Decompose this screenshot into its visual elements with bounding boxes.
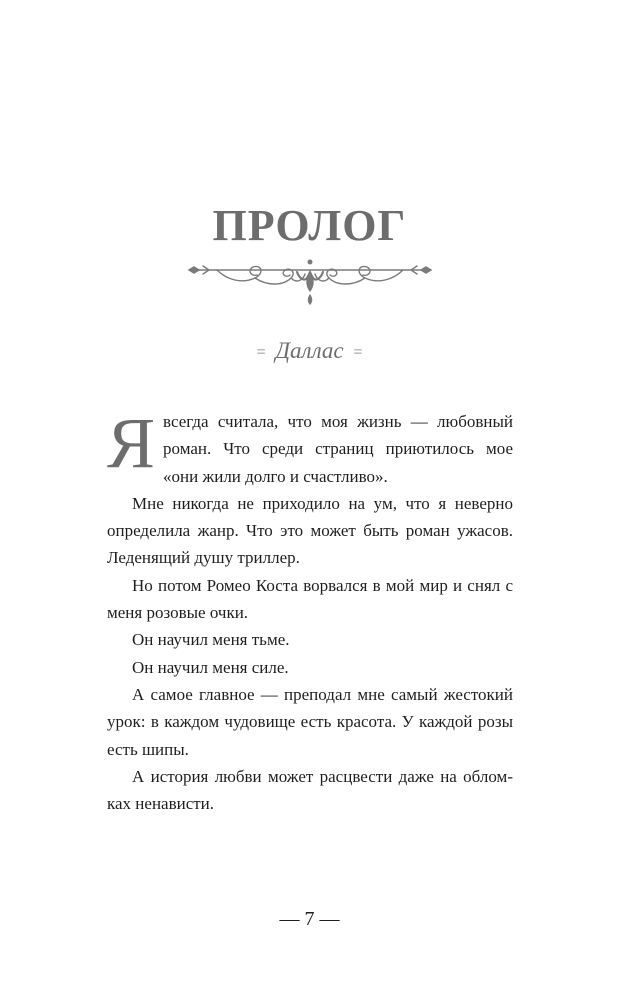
paragraph-text: всегда считала, что моя жизнь — любовный роман. Что среди страниц приютилось мое «они жили долго и счастливо».: [163, 412, 513, 486]
page-number: — 7 —: [279, 908, 340, 930]
paragraph: А самое главное — преподал мне самый жестокий урок: в каждом чудовище есть красота. У каждой розы есть шипы.: [107, 684, 513, 759]
scroll-flourish-divider-icon: [187, 258, 433, 308]
paragraph: А история любви может расцвести даже на обломках ненависти.: [107, 766, 513, 814]
chapter-title: ПРОЛОГ: [212, 201, 407, 250]
subheading-dash-left: =: [256, 343, 266, 361]
chapter-subheading: [0, 336, 619, 368]
paragraph: Мне никогда не приходило на ум, что я неверно определила жанр. Что это может быть роман ужасов. Леденящий душу триллер.: [107, 493, 513, 568]
paragraph: Он научил меня тьме.: [132, 630, 290, 650]
paragraph: Но потом Ромео Коста ворвался в мой мир и снял с меня розовые очки.: [107, 575, 513, 623]
subheading-text: Даллас: [275, 338, 344, 363]
body-text: [107, 403, 513, 817]
paragraph: [107, 403, 513, 490]
subheading-dash-right: =: [353, 343, 363, 361]
drop-cap: Я: [107, 403, 156, 483]
paragraph: Он научил меня силе.: [132, 657, 289, 677]
